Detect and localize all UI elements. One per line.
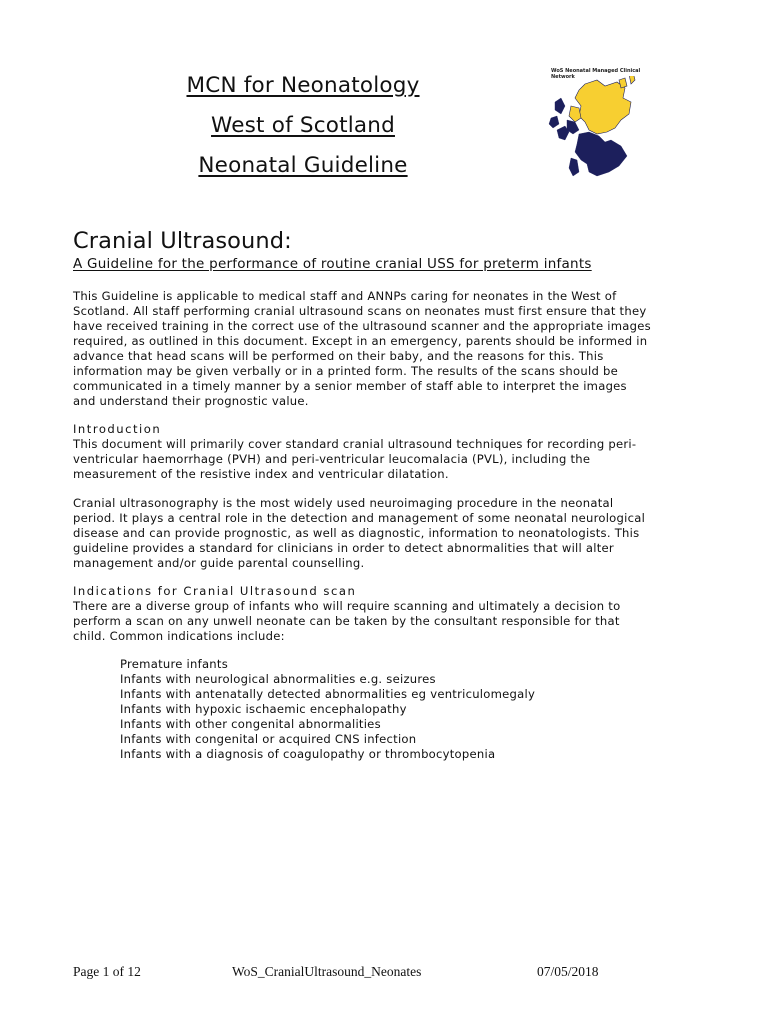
text-line: perform a scan on any unwell neonate can be taken by the consultant responsible for that	[73, 614, 620, 628]
document-subtitle: A Guideline for the performance of routine cranial USS for preterm infants	[73, 256, 592, 272]
list-item: Infants with antenatally detected abnormalities eg ventriculomegaly	[120, 687, 536, 701]
indications-heading: Indications for Cranial Ultrasound scan	[73, 584, 357, 598]
list-item: Infants with hypoxic ischaemic encephalopathy	[120, 702, 407, 716]
list-item: Infants with congenital or acquired CNS infection	[120, 732, 417, 746]
list-item: Infants with a diagnosis of coagulopathy or thrombocytopenia	[120, 747, 496, 761]
header-titles	[0, 66, 606, 186]
introduction-section	[73, 422, 705, 482]
text-line: management and/or guide parental counselling.	[73, 556, 365, 570]
scotland-map-icon	[545, 76, 655, 192]
footer-page-number: Page 1 of 12	[73, 964, 141, 979]
wos-network-logo	[545, 68, 655, 192]
text-line: and understand their prognostic value.	[73, 394, 309, 408]
list-item: Infants with neurological abnormalities e.g. seizures	[120, 672, 436, 686]
list-item: Premature infants	[120, 657, 228, 671]
document-title: Cranial Ultrasound:	[73, 228, 292, 254]
intro-paragraph	[73, 289, 705, 409]
indications-list	[120, 657, 535, 762]
text-line: This document will primarily cover standard cranial ultrasound techniques for recording peri-	[73, 437, 637, 451]
text-line: information may be given verbally or in a printed form. The results of the scans should be	[73, 364, 618, 378]
footer-date: 07/05/2018	[537, 964, 599, 979]
header-line-2: West of Scotland	[211, 113, 395, 138]
list-item: Infants with other congenital abnormalities	[120, 717, 381, 731]
text-line: disease and can provide prognostic, as well as diagnostic, information to neonatologists. This	[73, 526, 640, 540]
text-line: Scotland. All staff performing cranial ultrasound scans on neonates must first ensure that they	[73, 304, 647, 318]
introduction-paragraph-2	[73, 496, 705, 571]
introduction-heading: Introduction	[73, 422, 162, 436]
text-line: Cranial ultrasonography is the most widely used neuroimaging procedure in the neonatal	[73, 496, 614, 510]
text-line: measurement of the resistive index and ventricular dilatation.	[73, 467, 449, 481]
text-line: period. It plays a central role in the detection and management of some neonatal neurological	[73, 511, 646, 525]
page-footer	[0, 963, 768, 981]
text-line: communicated in a timely manner by a senior member of staff able to interpret the images	[73, 379, 627, 393]
text-line: ventricular haemorrhage (PVH) and peri-ventricular leucomalacia (PVL), including the	[73, 452, 591, 466]
text-line: guideline provides a standard for clinicians in order to detect abnormalities that will alter	[73, 541, 614, 555]
text-line: required, as outlined in this document. Except in an emergency, parents should be informed in	[73, 334, 648, 348]
header-line-1: MCN for Neonatology	[186, 73, 420, 98]
footer-filename: WoS_CranialUltrasound_Neonates	[232, 964, 422, 979]
indications-section	[73, 584, 705, 644]
text-line: This Guideline is applicable to medical staff and ANNPs caring for neonates in the West of	[73, 289, 617, 303]
text-line: have received training in the correct use of the ultrasound scanner and the appropriate images	[73, 319, 651, 333]
logo-caption: WoS Neonatal Managed Clinical Network	[551, 68, 641, 80]
text-line: There are a diverse group of infants who will require scanning and ultimately a decision to	[73, 599, 621, 613]
text-line: advance that head scans will be performed on their baby, and the reasons for this. This	[73, 349, 604, 363]
header-line-3: Neonatal Guideline	[198, 153, 408, 178]
text-line: child. Common indications include:	[73, 629, 285, 643]
